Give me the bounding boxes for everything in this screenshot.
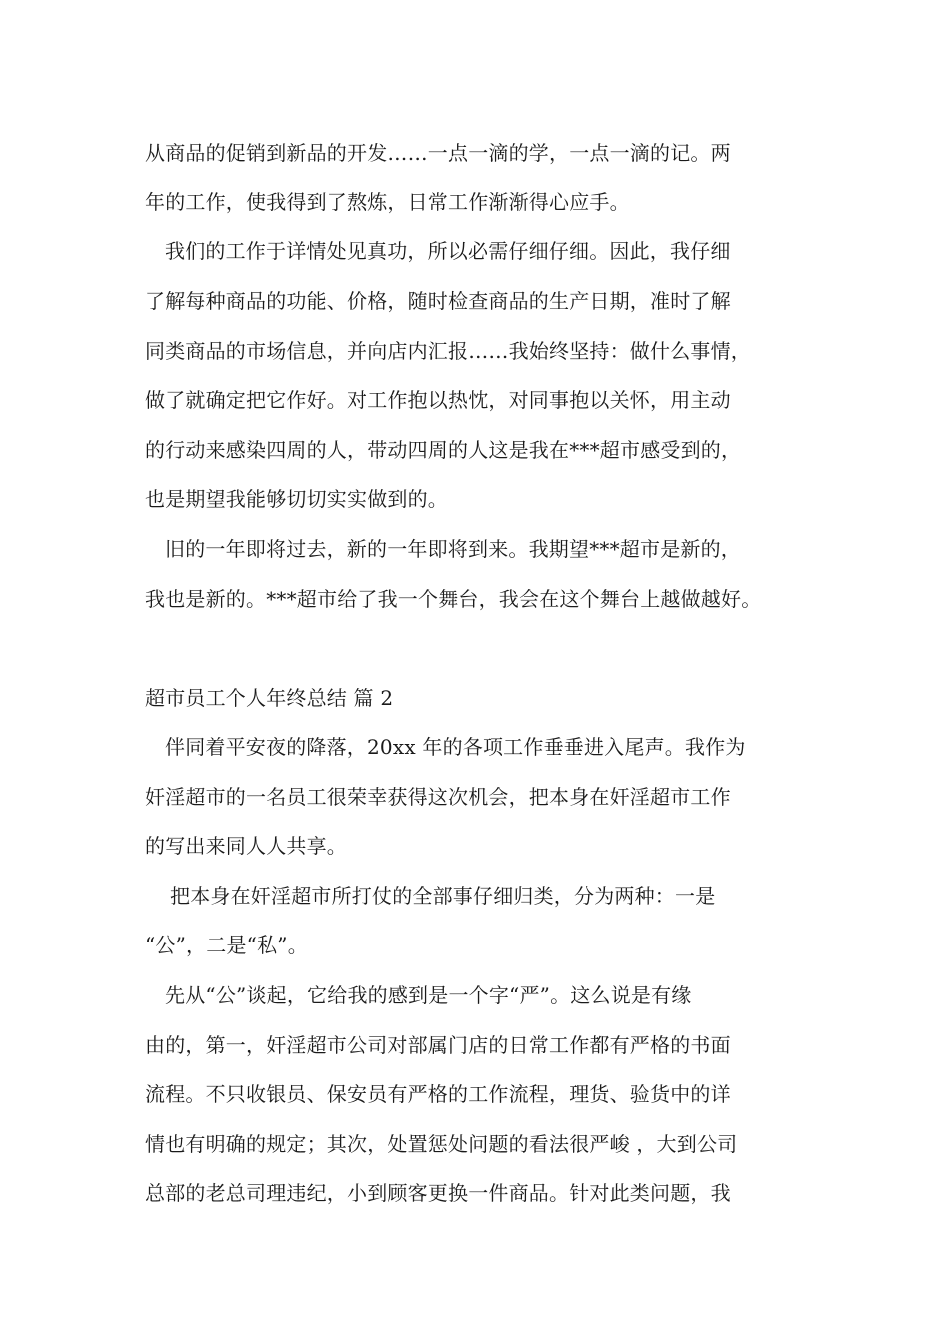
paragraph-line: 把本身在奸淫超市所打仗的全部事仔细归类，分为两种：一是 (170, 884, 716, 908)
paragraph-line: 做了就确定把它作好。对工作抱以热忱，对同事抱以关怀，用主动 (145, 388, 731, 412)
paragraph-line: 的写出来同人人共享。 (145, 834, 347, 858)
paragraph-line: 我们的工作于详情处见真功，所以必需仔细仔细。因此，我仔细 (165, 239, 731, 263)
paragraph-line: 伴同着平安夜的降落，20xx 年的各项工作垂垂进入尾声。我作为 (165, 735, 746, 759)
paragraph-line: 了解每种商品的功能、价格，随时检查商品的生产日期，准时了解 (145, 289, 731, 313)
paragraph-line: 由的，第一，奸淫超市公司对部属门店的日常工作都有严格的书面 (145, 1033, 731, 1057)
paragraph-line: “公”，二是“私”。 (145, 933, 308, 957)
section-heading: 超市员工个人年终总结 篇 2 (145, 686, 394, 710)
paragraph-line: 的行动来感染四周的人，带动四周的人这是我在***超市感受到的， (145, 438, 742, 462)
paragraph-line: 同类商品的市场信息，并向店内汇报……我始终坚持：做什么事情， (145, 339, 751, 363)
paragraph-line: 情也有明确的规定；其次，处置惩处问题的看法很严峻 ，大到公司 (145, 1132, 738, 1156)
paragraph-line: 总部的老总司理违纪，小到顾客更换一件商品。针对此类问题，我 (145, 1181, 731, 1205)
paragraph-line: 也是期望我能够切切实实做到的。 (145, 487, 448, 511)
paragraph-line: 奸淫超市的一名员工很荣幸获得这次机会，把本身在奸淫超市工作 (145, 785, 731, 809)
paragraph-line: 旧的一年即将过去，新的一年即将到来。我期望***超市是新的， (165, 537, 741, 561)
paragraph-line: 先从“公”谈起，它给我的感到是一个字“严”。这么说是有缘 (165, 983, 692, 1007)
paragraph-line: 从商品的促销到新品的开发……一点一滴的学，一点一滴的记。两 (145, 141, 731, 165)
paragraph-line: 年的工作，使我得到了熬炼，日常工作渐渐得心应手。 (145, 190, 630, 214)
paragraph-line: 流程。不只收银员、保安员有严格的工作流程，理货、验货中的详 (145, 1082, 731, 1106)
paragraph-line: 我也是新的。***超市给了我一个舞台，我会在这个舞台上越做越好。 (145, 587, 762, 611)
